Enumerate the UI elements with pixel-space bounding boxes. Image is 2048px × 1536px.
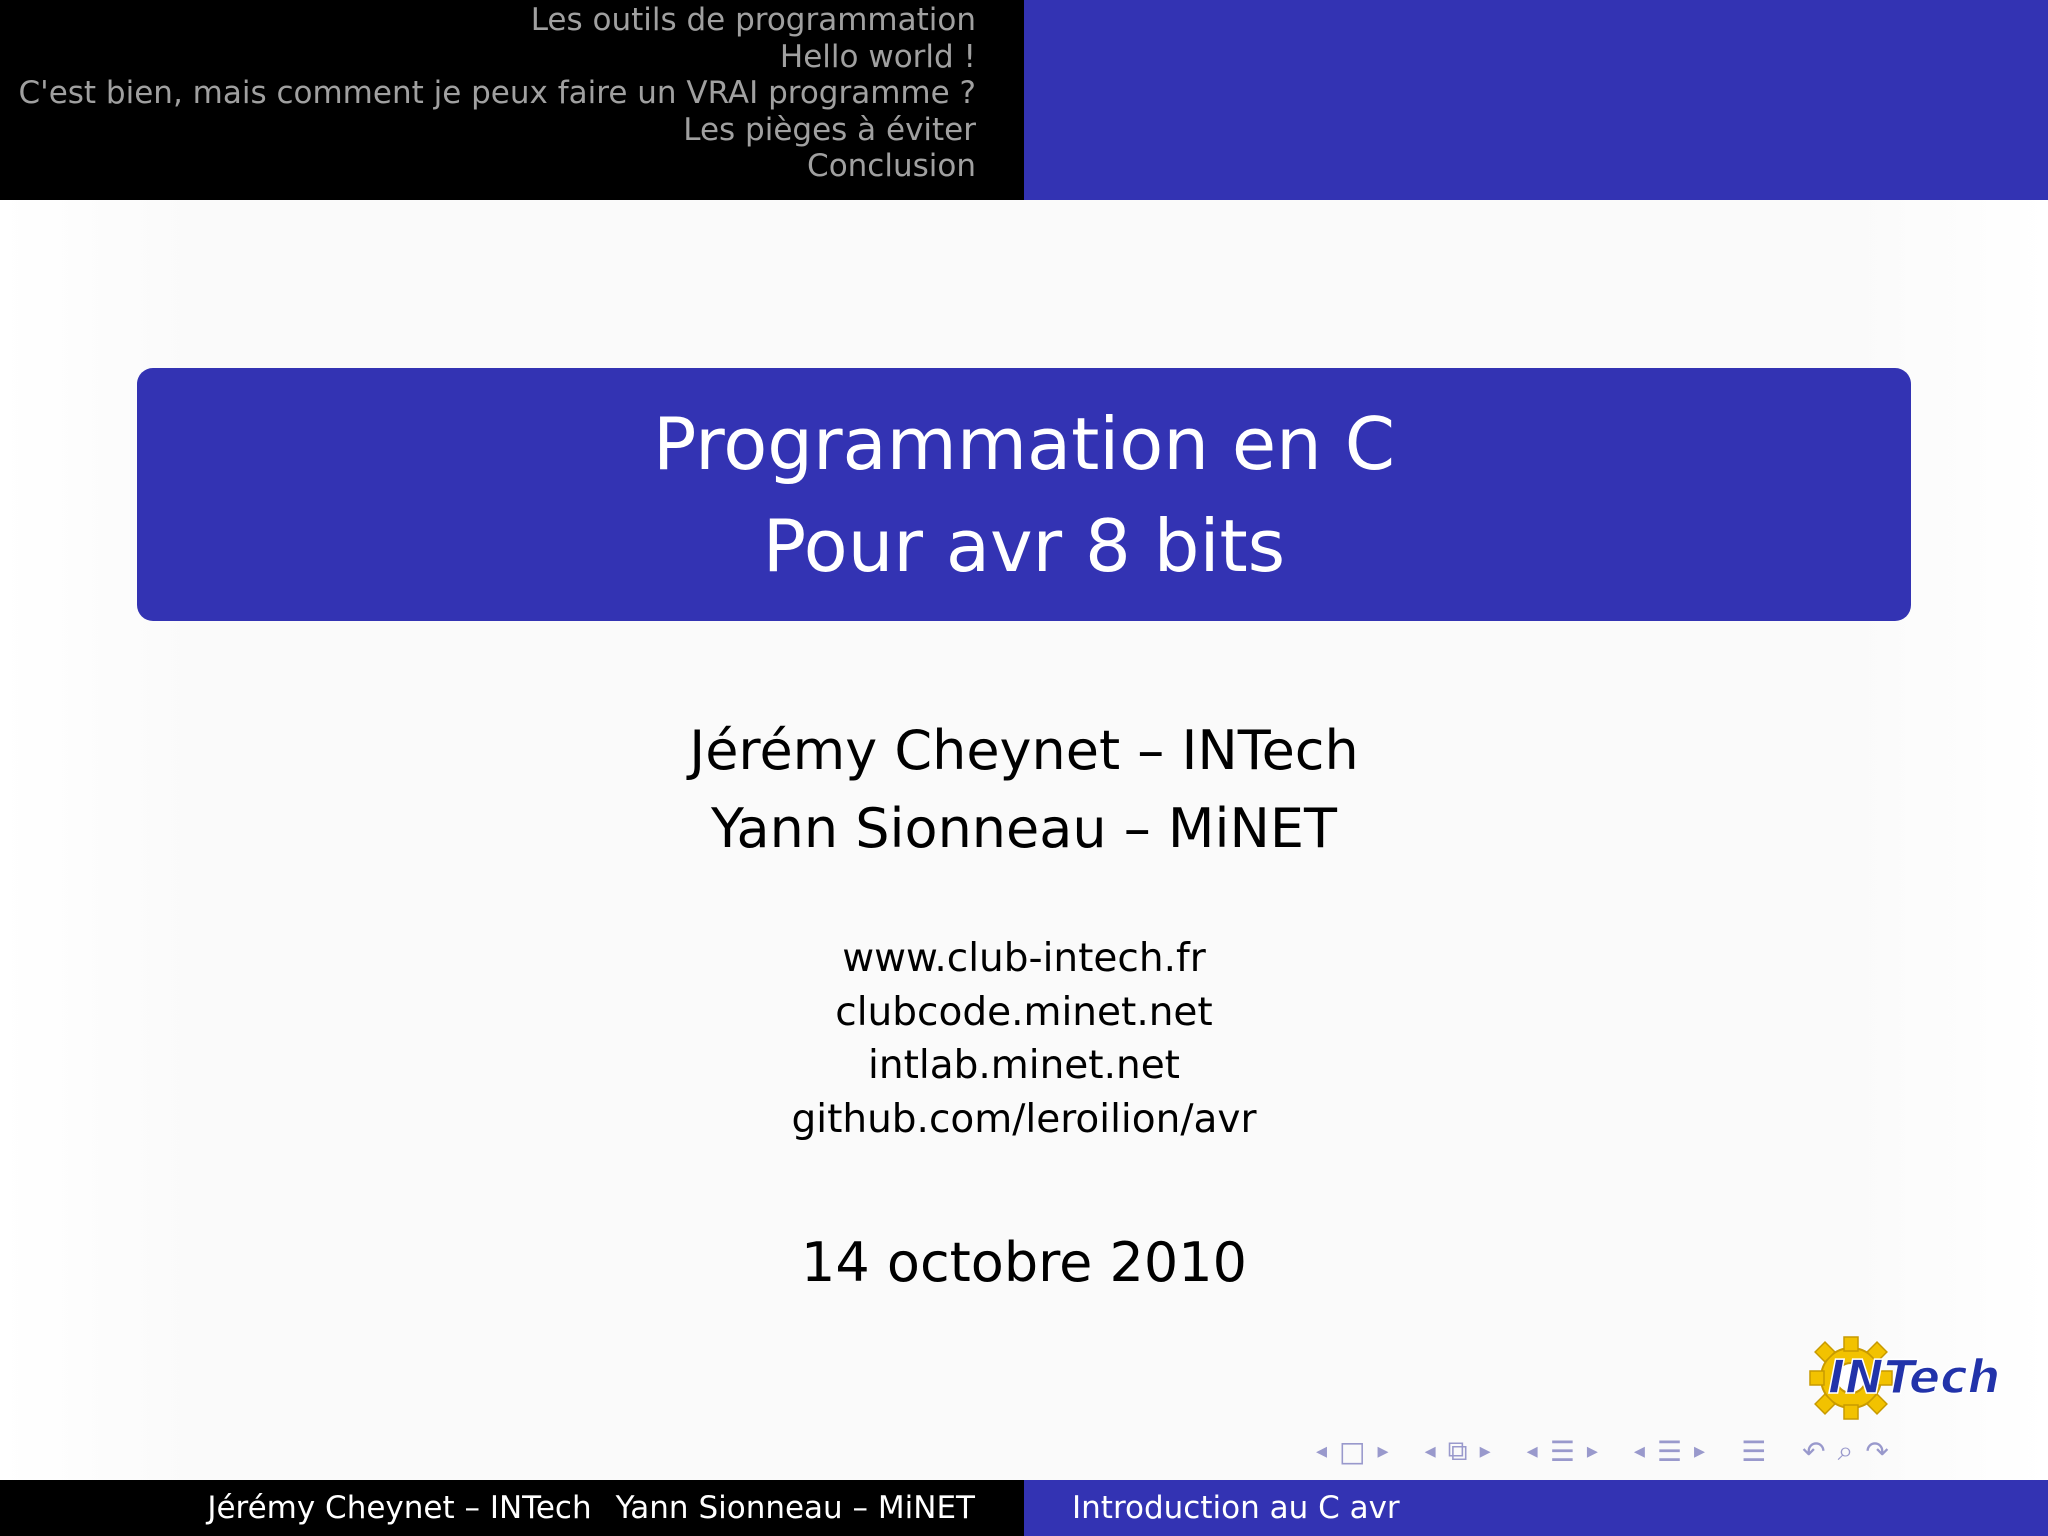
footer-author-1: Jérémy Cheynet – INTech: [207, 1490, 592, 1526]
section-next-icon[interactable]: ▸: [1586, 1438, 1598, 1464]
document-prev-icon[interactable]: ◂: [1633, 1438, 1645, 1464]
footer-authors: [207, 1480, 975, 1536]
section-prev-icon[interactable]: ◂: [1526, 1438, 1538, 1464]
institute-list: [0, 932, 2048, 1146]
section-link-hello-world[interactable]: Hello world !: [779, 38, 976, 75]
author-1: Jérémy Cheynet – INTech: [689, 719, 1359, 782]
author-2: Yann Sionneau – MiNET: [711, 797, 1337, 860]
search-nav: [1796, 1434, 1895, 1468]
document-nav: [1628, 1435, 1711, 1468]
footer-author-2: Yann Sionneau – MiNET: [615, 1490, 975, 1526]
institute-2: clubcode.minet.net: [835, 989, 1213, 1035]
undo-icon[interactable]: ↶: [1802, 1434, 1826, 1468]
header-right-band: [1024, 0, 2048, 200]
frame-next-icon[interactable]: ▸: [1377, 1438, 1389, 1464]
title-block: [137, 368, 1911, 621]
redo-icon[interactable]: ↷: [1865, 1434, 1889, 1468]
header-section-nav: [0, 0, 1024, 200]
frame-icon[interactable]: □: [1339, 1434, 1366, 1468]
appendix-icon[interactable]: ☰: [1741, 1434, 1767, 1468]
section-nav: [1521, 1435, 1604, 1468]
subsection-icon[interactable]: ⧉: [1447, 1434, 1468, 1467]
institute-1: www.club-intech.fr: [842, 936, 1206, 981]
document-icon[interactable]: ☰: [1656, 1434, 1683, 1468]
section-link-vrai-programme[interactable]: C'est bien, mais comment je peux faire un VRAI programme ?: [18, 75, 976, 111]
institute-4: github.com/leroilion/avr: [791, 1096, 1257, 1142]
subsection-nav: [1419, 1434, 1497, 1468]
document-next-icon[interactable]: ▸: [1694, 1438, 1706, 1464]
author-list: [0, 712, 2048, 868]
frame-nav: [1310, 1435, 1395, 1468]
institute-3: intlab.minet.net: [868, 1043, 1180, 1088]
footer-authors-band: [0, 1480, 1024, 1536]
logo-wordmark: INTech: [1828, 1350, 2001, 1404]
slide-subtitle: Pour avr 8 bits: [762, 503, 1286, 588]
subsection-next-icon[interactable]: ▸: [1479, 1438, 1491, 1464]
section-link-conclusion[interactable]: Conclusion: [807, 148, 976, 184]
footer-title-band: [1024, 1480, 2048, 1536]
frame-prev-icon[interactable]: ◂: [1316, 1438, 1328, 1464]
section-link-outils[interactable]: Les outils de programmation: [530, 2, 976, 38]
footer-short-title: Introduction au C avr: [1072, 1490, 1400, 1526]
search-icon[interactable]: ⌕: [1837, 1434, 1854, 1467]
presentation-date: 14 octobre 2010: [801, 1231, 1247, 1294]
section-list: [19, 2, 976, 185]
section-icon[interactable]: ☰: [1549, 1434, 1575, 1468]
subsection-prev-icon[interactable]: ◂: [1424, 1438, 1436, 1464]
slide-title: Programmation en C: [653, 401, 1395, 486]
appendix-nav: [1735, 1435, 1772, 1468]
section-link-pieges[interactable]: Les pièges à éviter: [683, 111, 976, 148]
intech-logo: [1806, 1333, 2036, 1423]
beamer-navigation: [1310, 1434, 2040, 1468]
